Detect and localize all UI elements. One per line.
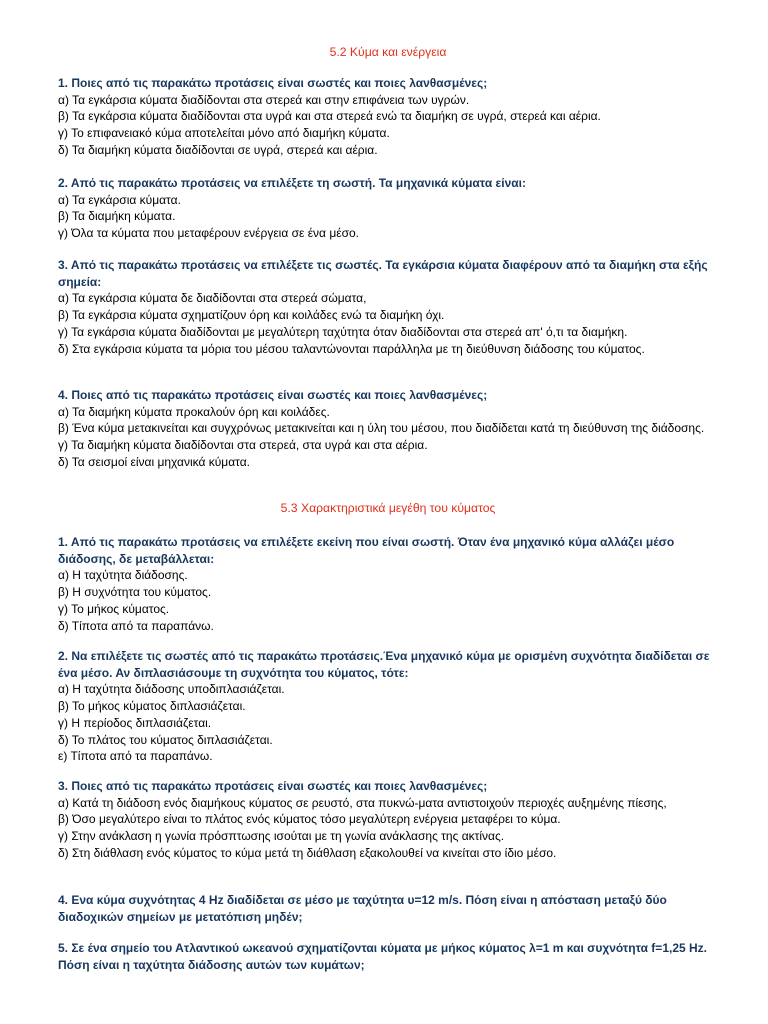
question-5-3-2	[58, 648, 718, 765]
option: α) Τα διαμήκη κύματα προκαλούν όρη και κοιλάδες.	[58, 404, 330, 419]
question-text: 1. Ποιες από τις παρακάτω προτάσεις είναι σωστές και ποιες λανθασμένες;	[58, 76, 488, 90]
option: δ) Τα σεισμοί είναι μηχανικά κύματα.	[58, 454, 250, 469]
question-text: 1. Από τις παρακάτω προτάσεις να επιλέξετε εκείνη που είναι σωστή. Όταν ένα μηχανικό κύμα αλλάζει μέσο διάδοσης, δε μεταβάλλεται:	[58, 535, 675, 566]
option: δ) Τίποτα από τα παραπάνω.	[58, 618, 214, 633]
option: α) Η ταχύτητα διάδοσης.	[58, 568, 188, 583]
option: δ) Τα διαμήκη κύματα διαδίδονται σε υγρά, στερεά και αέρια.	[58, 142, 378, 157]
option: γ) Τα διαμήκη κύματα διαδίδονται στα στερεά, στα υγρά και στα αέρια.	[58, 438, 428, 453]
option: β) Ένα κύμα μετακινείται και συγχρόνως μετακινείται και η ύλη του μέσου, που διαδίδεται κατά τη διεύθυνση της διάδοσης.	[58, 421, 705, 436]
section-title: 5.3 Χαρακτηριστικά μεγέθη του κύματος	[280, 501, 496, 515]
question-5-2-1	[58, 75, 718, 159]
question-text: 2. Να επιλέξετε τις σωστές από τις παρακάτω προτάσεις.Ένα μηχανικό κύμα με ορισμένη συχνότητα διαδίδεται σε ένα μέσο. Αν διπλασιάσουμε τη συχνότητα του κύματος, τότε:	[58, 649, 710, 680]
option: α) Η ταχύτητα διάδοσης υποδιπλασιάζεται.	[58, 682, 285, 697]
option: γ) Στην ανάκλαση η γωνία πρόσπτωσης ισούται με τη γωνία ανάκλασης της ακτίνας.	[58, 829, 505, 844]
question-text: 3. Από τις παρακάτω προτάσεις να επιλέξετε τις σωστές. Τα εγκάρσια κύματα διαφέρουν από τα διαμήκη στα εξής σημεία:	[58, 258, 708, 289]
option: β) Το μήκος κύματος διπλασιάζεται.	[58, 699, 246, 714]
option: γ) Το μήκος κύματος.	[58, 601, 170, 616]
question-5-3-4	[58, 892, 718, 925]
question-text: 4. Ενα κύμα συχνότητας 4 Hz διαδίδεται σε μέσο με ταχύτητα υ=12 m/s. Πόση είναι η απόσταση μεταξύ δύο διαδοχικών σημείων με μετατόπιση μηδέν;	[58, 893, 667, 924]
option: β) Όσο μεγαλύτερο είναι το πλάτος ενός κύματος τόσο μεγαλύτερη ενέργεια μεταφέρει το κύμα.	[58, 812, 561, 827]
section-title: 5.2 Κύμα και ενέργεια	[329, 45, 447, 59]
option: γ) Η περίοδος διπλασιάζεται.	[58, 715, 212, 730]
option: δ) Στα εγκάρσια κύματα τα μόρια του μέσου ταλαντώνονται παράλληλα με τη διεύθυνση διάδοσης του κύματος.	[58, 341, 645, 356]
question-5-3-1	[58, 534, 718, 634]
option: γ) Το επιφανειακό κύμα αποτελείται μόνο από διαμήκη κύματα.	[58, 126, 390, 141]
option: β) Τα διαμήκη κύματα.	[58, 209, 176, 224]
question-text: 2. Από τις παρακάτω προτάσεις να επιλέξετε τη σωστή. Τα μηχανικά κύματα είναι:	[58, 176, 526, 190]
option: α) Κατά τη διάδοση ενός διαμήκους κύματος σε ρευστό, στα πυκνώ-ματα αντιστοιχούν περιοχές αυξημένης πίεσης,	[58, 795, 667, 810]
question-5-2-4	[58, 387, 718, 471]
option: δ) Το πλάτος του κύματος διπλασιάζεται.	[58, 732, 273, 747]
option: γ) Τα εγκάρσια κύματα διαδίδονται με μεγαλύτερη ταχύτητα όταν διαδίδονται στα στερεά απ' ό,τι τα διαμήκη.	[58, 324, 628, 339]
option: γ) Όλα τα κύματα που μεταφέρουν ενέργεια σε ένα μέσο.	[58, 226, 359, 241]
question-text: 3. Ποιες από τις παρακάτω προτάσεις είναι σωστές και ποιες λανθασμένες;	[58, 779, 488, 793]
question-text: 4. Ποιες από τις παρακάτω προτάσεις είναι σωστές και ποιες λανθασμένες;	[58, 388, 488, 402]
option: α) Τα εγκάρσια κύματα διαδίδονται στα στερεά και στην επιφάνεια των υγρών.	[58, 92, 470, 107]
option: ε) Τίποτα από τα παραπάνω.	[58, 749, 213, 764]
option: β) Τα εγκάρσια κύματα σχηματίζουν όρη και κοιλάδες ενώ τα διαμήκη όχι.	[58, 308, 445, 323]
option: α) Τα εγκάρσια κύματα δε διαδίδονται στα στερεά σώματα,	[58, 291, 367, 306]
option: β) Η συχνότητα του κύματος.	[58, 585, 212, 600]
option: δ) Στη διάθλαση ενός κύματος το κύμα μετά τη διάθλαση εξακολουθεί να κινείται στο ίδιο μέσο.	[58, 845, 557, 860]
question-5-3-3	[58, 778, 718, 862]
section-5-2	[58, 44, 718, 60]
question-5-3-5	[58, 940, 718, 973]
question-text: 5. Σε ένα σημείο του Ατλαντικού ωκεανού σχηματίζονται κύματα με μήκος κύματος λ=1 m και συχνότητα f=1,25 Hz. Πόση είναι η ταχύτητα διάδοσης αυτών των κυμάτων;	[58, 941, 708, 972]
option: β) Τα εγκάρσια κύματα διαδίδονται στα υγρά και στα στερεά ενώ τα διαμήκη σε υγρά, στερεά και αέρια.	[58, 109, 601, 124]
question-5-2-3	[58, 257, 718, 357]
option: α) Τα εγκάρσια κύματα.	[58, 192, 181, 207]
question-5-2-2	[58, 175, 718, 242]
section-5-3	[58, 500, 718, 516]
